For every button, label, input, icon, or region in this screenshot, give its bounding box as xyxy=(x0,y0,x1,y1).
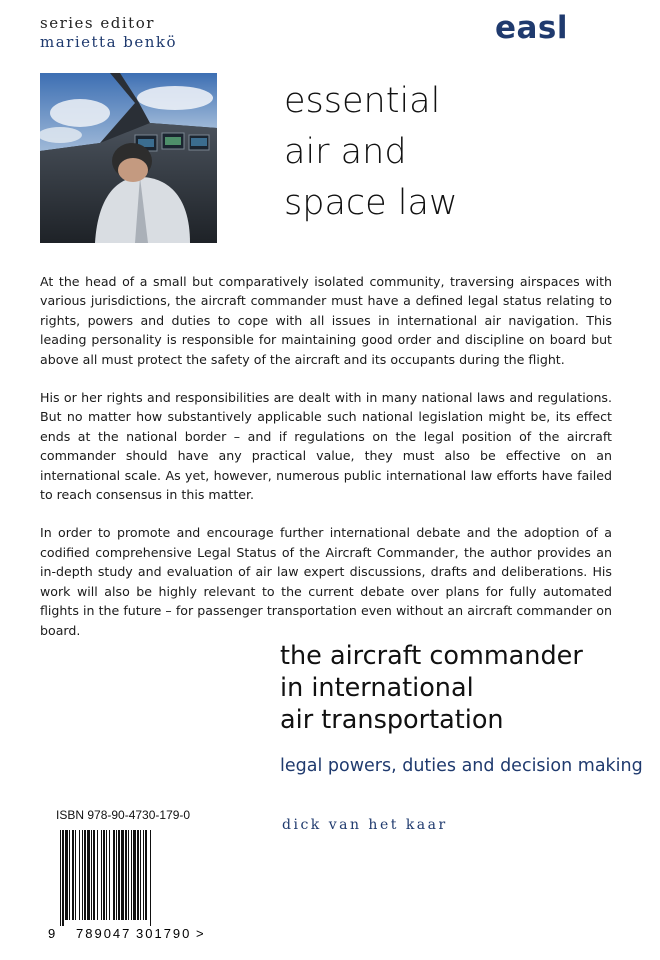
barcode-quiet-mark: > xyxy=(196,926,204,941)
series-title-line: space law xyxy=(284,183,458,223)
book-title-line: air transportation xyxy=(280,705,504,735)
barcode-bar xyxy=(91,830,92,920)
book-title-line: in international xyxy=(280,673,474,703)
barcode-bar xyxy=(137,830,139,920)
barcode-bar xyxy=(62,830,64,926)
barcode-digit-first: 9 xyxy=(48,926,56,941)
barcode-bar xyxy=(118,830,120,920)
barcode-bar xyxy=(140,830,141,920)
barcode-bar xyxy=(69,830,70,920)
barcode-bar xyxy=(101,830,102,920)
series-editor-label: series editor xyxy=(40,14,155,32)
barcode-bar xyxy=(93,830,95,920)
barcode-bar xyxy=(145,830,147,920)
barcode-bar xyxy=(121,830,124,920)
series-title-line: essential xyxy=(284,81,441,121)
isbn-label: ISBN 978-90-4730-179-0 xyxy=(56,808,191,822)
blurb xyxy=(40,272,612,659)
barcode-bar xyxy=(125,830,127,920)
barcode-bar xyxy=(109,830,110,920)
blurb-paragraph: In order to promote and encourage further international debate and the adoption of a codified comprehensive Legal Status of the Aircraft Commander, the author provides an in-depth study and evaluation of air law expert discussions, drafts and deliberations. His work will also be highly relevant to the current debate over plans for fully automated flights in the future – for passenger transportation even without an aircraft commander on board. xyxy=(40,525,612,638)
publisher-logo: easl xyxy=(494,10,568,46)
barcode-bar xyxy=(75,830,76,920)
series-title xyxy=(284,76,458,229)
barcode-bar xyxy=(150,830,151,926)
barcode-bar xyxy=(60,830,61,926)
barcode-bar xyxy=(128,830,129,920)
barcode-bar xyxy=(106,830,107,920)
barcode-bar xyxy=(133,830,136,920)
series-title-line: air and xyxy=(284,132,407,172)
barcode-bar xyxy=(103,830,105,920)
barcode-bars xyxy=(60,830,151,926)
barcode-bar xyxy=(79,830,80,920)
barcode xyxy=(46,826,206,942)
barcode-digits-left: 789047 xyxy=(76,926,132,941)
book-title xyxy=(280,640,583,736)
barcode-bar xyxy=(65,830,68,920)
book-subtitle: legal powers, duties and decision making xyxy=(280,756,643,776)
series-editor-name: marietta benkö xyxy=(40,33,178,51)
barcode-bar xyxy=(97,830,98,920)
cockpit-photo-icon xyxy=(40,73,217,243)
book-title-line: the aircraft commander xyxy=(280,641,583,671)
barcode-bar xyxy=(143,830,144,920)
barcode-bar xyxy=(72,830,74,920)
barcode-bar xyxy=(131,830,132,920)
barcode-bar xyxy=(82,830,83,920)
barcode-bar xyxy=(87,830,90,920)
barcode-digits-right: 301790 xyxy=(136,926,192,941)
barcode-bar xyxy=(84,830,86,920)
author-name: dick van het kaar xyxy=(282,817,448,833)
cockpit-photo xyxy=(40,73,217,243)
barcode-bar xyxy=(113,830,115,920)
series-editor-block xyxy=(40,14,177,52)
barcode-bar xyxy=(116,830,117,920)
blurb-paragraph: At the head of a small but comparatively isolated community, traversing airspaces with various jurisdictions, the aircraft commander must have a defined legal status relating to rights, powers and duties to cope with all issues in international air navigation. This leading personality is responsible for maintaining good order and discipline on board but above all must protect the safety of the aircraft and its occupants during the flight. xyxy=(40,274,612,367)
blurb-paragraph: His or her rights and responsibilities are dealt with in many national laws and regulations. But no matter how substantively applicable such national legislation might be, its effect ends at the national border – and if regulations on the legal position of the aircraft commander should have any practical value, they must also be effective on an international scale. As yet, however, numerous public international law efforts have failed to reach consensus in this matter. xyxy=(40,390,612,503)
